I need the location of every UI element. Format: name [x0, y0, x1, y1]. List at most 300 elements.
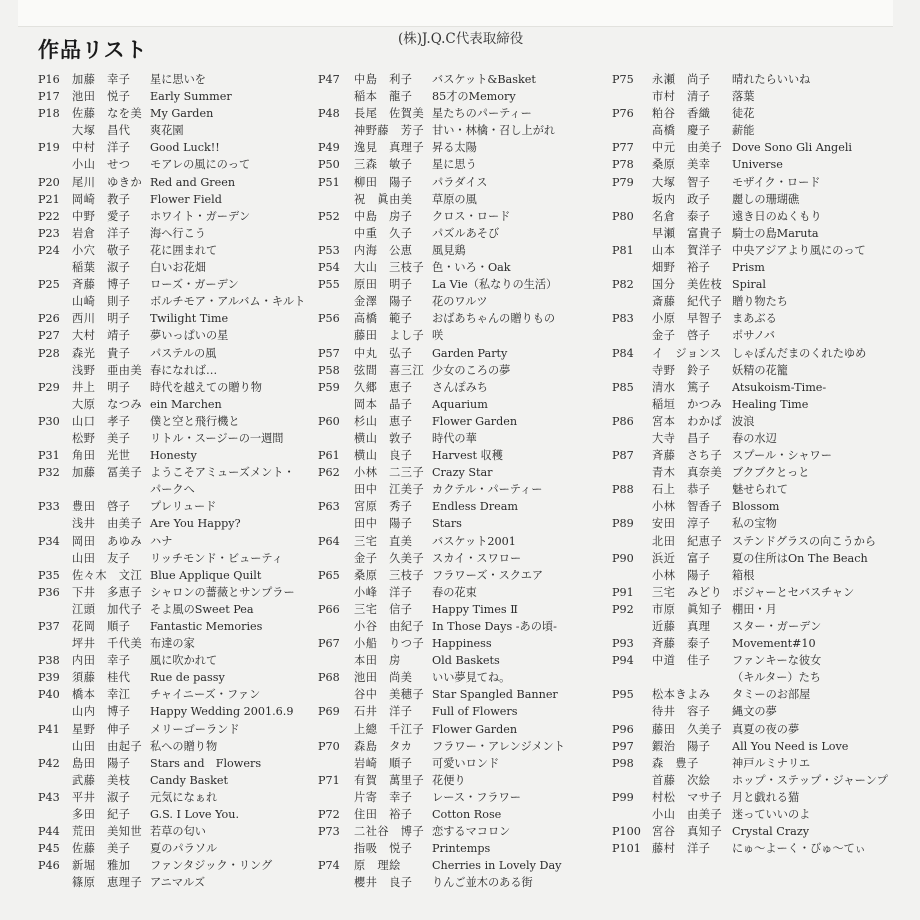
work-title: スプール・シャワー: [732, 449, 832, 463]
work-title: おばあちゃんの贈りもの: [432, 312, 556, 326]
work-title: Early Summer: [150, 90, 232, 104]
author-name: 森島 タカ: [354, 739, 413, 753]
author-name: 小山 せつ: [72, 158, 131, 172]
work-title: Crazy Star: [432, 466, 493, 480]
work-title: メリーゴーランド: [150, 722, 240, 736]
work-title: ステンドグラスの向こうから: [732, 534, 877, 548]
work-title: ブクブクとっと: [732, 466, 810, 480]
page-number: P32: [38, 466, 60, 480]
author-name: 中村 洋子: [72, 141, 131, 155]
author-name: 小船 りつ子: [354, 637, 425, 651]
work-title: 中央アジアより風にのって: [732, 243, 866, 257]
work-title: 迷っていいのよ: [732, 808, 811, 822]
author-name: 清水 篤子: [652, 380, 711, 394]
author-name: 浅井 由美子: [72, 517, 143, 531]
author-name: 早瀬 富貴子: [652, 226, 723, 240]
work-title: 花のワルツ: [432, 295, 488, 309]
work-title: ボルチモア・アルバム・キルト: [150, 295, 306, 309]
work-title: Honesty: [150, 449, 197, 463]
author-name: 松野 美子: [72, 431, 131, 445]
page-number: P63: [318, 500, 340, 514]
author-name: 高橋 慶子: [652, 124, 711, 138]
author-name: 長尾 佐賀美: [354, 107, 425, 121]
author-name: 花岡 順子: [72, 620, 131, 633]
work-title: 草原の風: [432, 192, 477, 206]
page-number: P76: [612, 107, 634, 121]
page-number: P51: [318, 175, 340, 189]
page-number: P48: [318, 107, 340, 121]
work-title: 私への贈り物: [150, 739, 218, 753]
author-name: 田中 江美子: [354, 483, 425, 497]
page-number: P43: [38, 790, 60, 804]
work-title: Good Luck!!: [150, 141, 220, 155]
work-title: Happy Wedding 2001.6.9: [150, 705, 294, 719]
page-number: P24: [38, 243, 60, 257]
work-title: シャロンの薔薇とサンプラー: [150, 585, 295, 599]
work-title: Endless Dream: [432, 500, 518, 514]
work-title: 恋するマコロン: [432, 825, 511, 839]
author-name: 池田 尚美: [354, 671, 413, 685]
work-title: Cherries in Lovely Day: [432, 859, 562, 873]
work-title: My Garden: [150, 107, 214, 121]
author-name: 田中 陽子: [354, 517, 413, 531]
author-name: 岡崎 教子: [72, 192, 131, 206]
page-number: P65: [318, 568, 340, 582]
work-title: 星たちのパーティー: [432, 107, 532, 121]
author-name: 桑原 三枝子: [354, 568, 425, 582]
work-title: 晴れたらいいね: [732, 73, 811, 86]
author-name: 小山 由美子: [652, 808, 723, 822]
author-name: 加藤 冨美子: [72, 466, 143, 480]
work-title: 月と戯れる猫: [732, 790, 800, 804]
author-name: 住田 裕子: [354, 808, 413, 822]
work-title: Blossom: [732, 500, 780, 514]
page-number: P74: [318, 859, 340, 873]
page-number: P69: [318, 705, 340, 719]
page-number: P100: [612, 825, 641, 839]
work-title: パークへ: [150, 483, 195, 497]
work-title: 風に吹かれて: [150, 654, 218, 668]
author-name: 山田 友子: [72, 551, 131, 565]
author-name: 横山 敦子: [354, 431, 413, 445]
work-title: モアレの風にのって: [150, 158, 251, 172]
author-name: 多田 紀子: [72, 808, 131, 822]
work-title: Flower Garden: [432, 722, 518, 736]
author-name: 中重 久子: [354, 226, 413, 240]
work-title: Rue de passy: [150, 671, 225, 685]
author-name: 村松 マサ子: [652, 790, 723, 804]
author-name: 久郷 恵子: [354, 380, 413, 394]
author-name: 市村 清子: [652, 90, 711, 104]
page-number: P77: [612, 141, 634, 155]
author-name: 山内 博子: [72, 705, 131, 719]
work-title: 甘い・林檎・召し上がれ: [432, 124, 556, 138]
author-name: 藤村 洋子: [652, 842, 711, 856]
work-title: 咲: [432, 329, 444, 343]
page-number: P49: [318, 141, 340, 155]
author-name: 小峰 洋子: [354, 585, 413, 599]
author-name: 谷中 美穂子: [354, 688, 425, 702]
author-name: 島田 陽子: [72, 756, 131, 770]
work-title: 縄文の夢: [732, 705, 777, 719]
page-number: P50: [318, 158, 340, 172]
author-name: 松本きよみ: [652, 688, 711, 702]
page-number: P35: [38, 568, 60, 582]
author-name: 山口 孝子: [72, 414, 131, 428]
work-title: 星に思う: [432, 158, 477, 172]
work-title: ローズ・ガーデン: [150, 278, 239, 292]
work-title: Fantastic Memories: [150, 620, 263, 633]
page-number: P93: [612, 637, 634, 651]
work-title: Flower Field: [150, 192, 222, 206]
work-title: Garden Party: [432, 346, 508, 360]
page-number: P37: [38, 620, 60, 633]
author-name: 本田 房: [354, 654, 401, 668]
work-title: タミーのお部屋: [732, 688, 811, 702]
work-title: バスケット2001: [432, 534, 516, 548]
work-title: 春の水辺: [732, 431, 777, 445]
work-title: Stars: [432, 517, 462, 531]
work-title: Printemps: [432, 842, 491, 856]
author-name: 佐藤 美子: [72, 842, 131, 856]
author-name: 斉藤 博子: [72, 278, 131, 292]
work-title: スター・ガーデン: [732, 620, 822, 633]
work-title: スカイ・スワロー: [432, 551, 522, 565]
author-name: 原 理絵: [354, 859, 401, 873]
work-title: 85才のMemory: [432, 90, 516, 104]
work-title: 夏のパラソル: [150, 842, 218, 856]
page-number: P39: [38, 671, 60, 685]
work-title: チャイニーズ・ファン: [150, 688, 261, 702]
work-title: Crystal Crazy: [732, 825, 810, 839]
page-number: P28: [38, 346, 60, 360]
author-name: 三宅 直美: [354, 534, 413, 548]
page-number: P98: [612, 756, 634, 770]
page-number: P31: [38, 449, 60, 463]
author-name: 金子 久美子: [354, 551, 425, 565]
author-name: 青木 真奈美: [652, 466, 723, 480]
author-name: 岡田 あゆみ: [72, 534, 143, 548]
work-title: 白いお花畑: [150, 261, 206, 275]
author-name: 新堀 雅加: [72, 859, 131, 873]
work-title: Cotton Rose: [432, 808, 502, 822]
work-title: 花便り: [432, 773, 466, 787]
work-title: 時代の華: [432, 431, 477, 445]
author-name: 篠原 恵理子: [72, 876, 143, 890]
page-title: 作品リスト: [38, 38, 148, 62]
work-title: パステルの風: [150, 346, 217, 360]
author-name: 斎藤 紀代子: [652, 295, 723, 309]
page-number: P64: [318, 534, 340, 548]
work-title: Dove Sono Gli Angeli: [732, 141, 852, 155]
author-name: 三宅 みどり: [652, 585, 723, 599]
work-title: 遠き日のぬくもり: [732, 209, 822, 223]
author-name: 森 豊子: [652, 756, 699, 770]
author-name: 森光 貴子: [72, 346, 131, 360]
author-name: 中丸 弘子: [354, 346, 413, 360]
page-number: P16: [38, 73, 60, 86]
work-title: Happiness: [432, 637, 492, 651]
page-number: P52: [318, 209, 340, 223]
author-name: 中島 利子: [354, 73, 413, 86]
author-name: 原田 明子: [354, 278, 413, 292]
page-number: P45: [38, 842, 60, 856]
work-title: 波浪: [732, 414, 755, 428]
work-title: 箱根: [732, 568, 755, 582]
author-name: 中道 佳子: [652, 654, 711, 668]
page-number: P72: [318, 808, 340, 822]
work-title: 爽花園: [150, 124, 184, 138]
page-number: P59: [318, 380, 340, 394]
work-title: 可愛いロンド: [432, 756, 500, 770]
page-number: P66: [318, 602, 340, 616]
work-title: リトル・スージーの一週間: [150, 431, 284, 445]
author-name: 祝 眞由美: [354, 192, 413, 206]
author-name: 高橋 範子: [354, 312, 413, 326]
author-name: 横山 良子: [354, 449, 413, 463]
page-number: P96: [612, 722, 634, 736]
work-title: Harvest 収穫: [432, 449, 503, 463]
author-name: 有賀 萬里子: [354, 773, 425, 787]
author-name: 橋本 幸江: [72, 688, 131, 702]
work-title: 真夏の夜の夢: [732, 722, 800, 736]
work-title: La Vie（私なりの生活）: [432, 278, 558, 292]
page-number: P61: [318, 449, 340, 463]
author-name: 片寄 幸子: [354, 790, 413, 804]
author-name: 山崎 則子: [72, 295, 131, 309]
author-name: 名倉 泰子: [652, 209, 711, 223]
author-name: 岩崎 順子: [354, 756, 413, 770]
page-number: P83: [612, 312, 634, 326]
author-name: 小谷 由紀子: [354, 620, 425, 633]
work-title: モザイク・ロード: [732, 175, 821, 189]
author-name: 井上 明子: [72, 380, 131, 394]
page-number: P23: [38, 226, 60, 240]
work-title: クロス・ロード: [432, 209, 511, 223]
page-number: P80: [612, 209, 634, 223]
work-title: 神戸ルミナリエ: [732, 756, 811, 770]
work-title: 海へ行こう: [150, 226, 206, 240]
work-title: 棚田・月: [732, 602, 777, 616]
author-name: 佐々木 文江: [72, 568, 143, 582]
author-name: イ ジョンス: [652, 346, 722, 360]
page-number: P84: [612, 346, 634, 360]
page-number: P70: [318, 739, 340, 753]
work-title: ハナ: [150, 534, 173, 548]
work-title: Stars and Flowers: [150, 756, 262, 770]
author-name: 加藤 幸子: [72, 73, 131, 86]
work-title: 贈り物たち: [732, 295, 788, 309]
author-name: 宮原 秀子: [354, 500, 413, 514]
author-name: 柳田 陽子: [354, 175, 413, 189]
author-name: 国分 美佐枝: [652, 278, 723, 292]
page-number: P33: [38, 500, 60, 514]
author-name: 岩倉 洋子: [72, 226, 131, 240]
work-title: Full of Flowers: [432, 705, 518, 719]
author-name: 三森 敏子: [354, 158, 413, 172]
page-number: P81: [612, 243, 634, 257]
author-name: 坪井 千代美: [72, 637, 143, 651]
author-name: 小穴 敬子: [72, 243, 131, 257]
work-title: アニマルズ: [150, 876, 206, 890]
author-name: 斉藤 さち子: [652, 449, 723, 463]
author-name: 粕谷 香織: [652, 107, 711, 121]
work-title: 麗しの珊瑚礁: [732, 192, 800, 206]
page-number: P30: [38, 414, 60, 428]
work-title: Atsukoism-Time-: [732, 380, 827, 394]
author-name: 藤田 久美子: [652, 722, 723, 736]
work-title: ein Marchen: [150, 397, 222, 411]
author-name: 北田 紀恵子: [652, 534, 723, 548]
page-number: P71: [318, 773, 340, 787]
author-name: 藤田 よし子: [354, 329, 425, 343]
author-name: 須藤 桂代: [72, 671, 131, 685]
work-title: しゃぼんだまのくれたゆめ: [732, 346, 867, 360]
work-title: 花に囲まれて: [150, 243, 218, 257]
page-number: P56: [318, 312, 340, 326]
page-number: P41: [38, 722, 60, 736]
author-name: 小林 陽子: [652, 568, 711, 582]
work-title: In Those Days -あの頃-: [432, 620, 557, 633]
work-title: 春の花束: [432, 585, 477, 599]
author-name: 安田 淳子: [652, 517, 711, 531]
author-name: 二社谷 博子: [354, 825, 425, 839]
page-number: P42: [38, 756, 60, 770]
work-title: Healing Time: [732, 397, 809, 411]
page-number: P95: [612, 688, 634, 702]
author-name: 内田 幸子: [72, 654, 131, 668]
work-title: 夏の住所はOn The Beach: [732, 551, 868, 565]
author-name: 大塚 智子: [652, 175, 711, 189]
author-name: 内海 公恵: [354, 243, 413, 257]
work-title: 元気になぁれ: [150, 790, 218, 804]
work-title: フラワーズ・スクエア: [432, 568, 544, 582]
work-title: パズルあそび: [432, 226, 500, 240]
author-name: 江頭 加代子: [72, 602, 143, 616]
work-title: Candy Basket: [150, 773, 229, 787]
author-name: 角田 光世: [72, 449, 131, 463]
work-title: フラワー・アレンジメント: [432, 739, 565, 753]
work-title: 春になれば…: [150, 363, 218, 377]
page-number: P17: [38, 90, 60, 104]
page-number: P46: [38, 859, 60, 873]
work-title: Spiral: [732, 278, 766, 292]
page-number: P88: [612, 483, 634, 497]
page-number: P79: [612, 175, 634, 189]
page-top-strip: [18, 0, 893, 27]
work-title: 色・いろ・Oak: [432, 261, 511, 275]
author-name: 石上 恭子: [652, 483, 711, 497]
work-title: ようこそアミューズメント・: [150, 466, 295, 480]
work-title: 僕と空と飛行機と: [150, 414, 240, 428]
work-title: 私の宝物: [732, 517, 777, 531]
page-number: P53: [318, 243, 340, 257]
author-name: 大村 靖子: [72, 329, 131, 343]
page-number: P58: [318, 363, 340, 377]
page-number: P29: [38, 380, 60, 394]
work-title: Are You Happy?: [150, 517, 241, 531]
page-number: P38: [38, 654, 60, 668]
work-title: ボジャーとセバスチャン: [732, 585, 855, 599]
author-name: 大山 三枝子: [354, 261, 425, 275]
work-title: りんご並木のある街: [432, 876, 533, 890]
work-title: カクテル・パーティー: [432, 483, 543, 497]
work-title: ポサノバ: [732, 329, 776, 343]
author-name: 鍜治 陽子: [652, 739, 711, 753]
author-name: 下井 多恵子: [72, 585, 143, 599]
author-name: 近藤 真理: [652, 620, 711, 633]
work-title: Aquarium: [432, 397, 488, 411]
page-number: P34: [38, 534, 60, 548]
author-name: 荒田 美知世: [72, 825, 143, 839]
page-number: P75: [612, 73, 634, 86]
work-title: Universe: [732, 158, 783, 172]
page-number: P91: [612, 585, 634, 599]
page-number: P40: [38, 688, 60, 702]
author-name: 斉藤 泰子: [652, 637, 711, 651]
author-name: 待井 容子: [652, 705, 711, 719]
author-name: 杉山 恵子: [354, 414, 413, 428]
page-number: P89: [612, 517, 634, 531]
author-name: 尾川 ゆきか: [72, 175, 143, 189]
author-name: 池田 悦子: [72, 90, 131, 104]
page-number: P67: [318, 637, 340, 651]
author-name: 中野 愛子: [72, 209, 131, 223]
page-number: P99: [612, 790, 634, 804]
author-name: 中元 由美子: [652, 141, 723, 155]
page-number: P25: [38, 278, 60, 292]
work-title: 風見鶏: [432, 243, 466, 257]
work-title: 妖精の花籠: [732, 363, 788, 377]
work-title: リッチモンド・ビューティ: [150, 551, 283, 565]
work-title: パラダイス: [432, 175, 488, 189]
work-title: ホワイト・ガーデン: [150, 209, 251, 223]
work-title: Old Baskets: [432, 654, 500, 668]
work-title: Happy Times Ⅱ: [432, 602, 518, 616]
author-name: 小原 早智子: [652, 312, 723, 326]
page-number: P22: [38, 209, 60, 223]
page-number: P94: [612, 654, 634, 668]
work-title: Red and Green: [150, 175, 236, 189]
work-title: 少女のころの夢: [432, 363, 511, 377]
work-title: Prism: [732, 261, 765, 275]
page-number: P87: [612, 449, 634, 463]
work-title: バスケット&Basket: [432, 73, 536, 86]
page-number: P54: [318, 261, 340, 275]
work-title: ホップ・ステップ・ジャーンプ: [732, 773, 888, 787]
work-title: まあぶる: [732, 312, 777, 326]
author-name: 稲本 龍子: [354, 90, 413, 104]
work-title: Blue Applique Quilt: [150, 568, 262, 582]
page-number: P27: [38, 329, 60, 343]
work-title: プレリュード: [150, 500, 217, 514]
work-title: ファンタジック・リング: [150, 859, 273, 873]
author-name: 小林 智香子: [652, 500, 723, 514]
author-name: 武藤 美枝: [72, 773, 131, 787]
page-number: P85: [612, 380, 634, 394]
work-title: Movement#10: [732, 637, 816, 651]
page-number: P18: [38, 107, 60, 121]
author-name: 首藤 次絵: [652, 773, 711, 787]
author-name: 大寺 昌子: [652, 431, 711, 445]
page-number: P36: [38, 585, 60, 599]
author-name: 山本 賀洋子: [652, 243, 723, 257]
page-number: P78: [612, 158, 634, 172]
author-name: 宮谷 真知子: [652, 825, 723, 839]
author-name: 小林 二三子: [354, 466, 425, 480]
work-title: 布達の家: [150, 637, 195, 651]
author-name: 指吸 悦子: [354, 842, 413, 856]
